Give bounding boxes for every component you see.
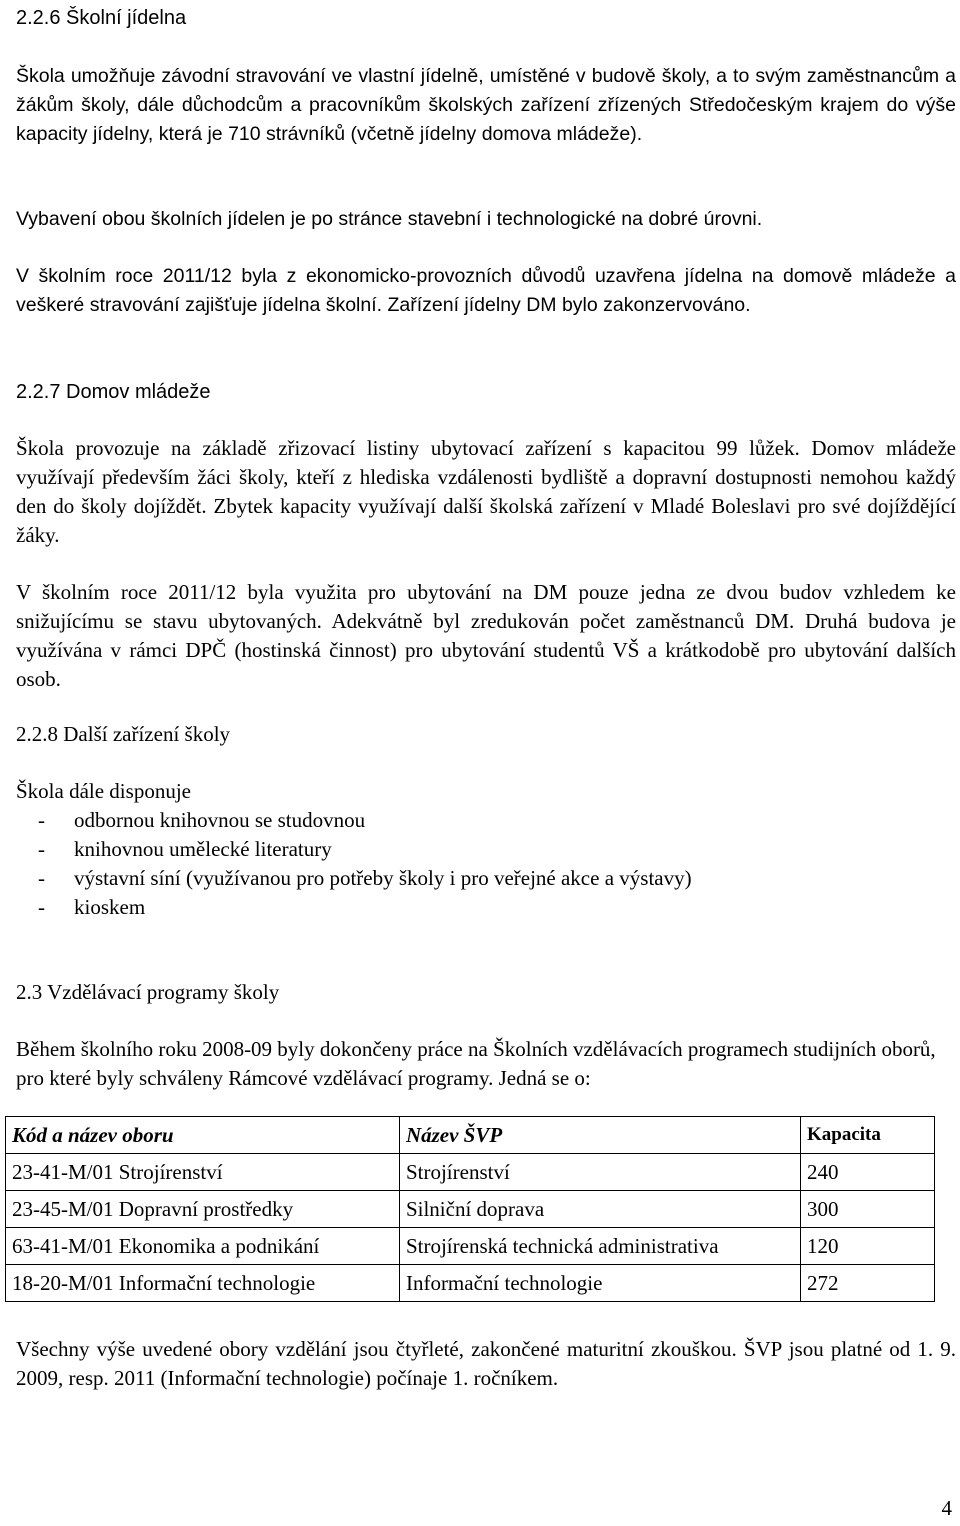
table-cell: 23-45-M/01 Dopravní prostředky [6,1191,400,1228]
table-cell: 272 [800,1265,934,1302]
paragraph-programs-summary: Všechny výše uvedené obory vzdělání jsou čtyřleté, zakončené maturitní zkouškou. ŠVP jsou platné od 1. 9. 2009, resp. 2011 (Informační technologie) počínaje 1. ročníkem. [16,1337,956,1390]
page-number: 4 [941,1496,952,1520]
table-row [6,1228,935,1265]
list-item-text: knihovnou umělecké literatury [74,837,332,861]
list-dash: - [38,895,45,919]
table-header-cell: Kód a název oboru [6,1117,400,1154]
table-cell: 63-41-M/01 Ekonomika a podnikání [6,1228,400,1265]
section-heading-2-2-7: 2.2.7 Domov mládeže [16,381,211,403]
table-cell: Informační technologie [399,1265,800,1302]
paragraph-programs-intro: Během školního roku 2008-09 byly dokončeny práce na Školních vzdělávacích programech studijních oborů, pro které byly schváleny Rámcové vzdělávací programy. Jedná se o: [16,1037,936,1090]
table-cell: 240 [800,1154,934,1191]
programs-table [5,1116,935,1302]
section-heading-2-3: 2.3 Vzdělávací programy školy [16,980,280,1004]
list-item [0,864,692,893]
table-cell: Silniční doprava [399,1191,800,1228]
list-dash: - [38,837,45,861]
section-heading-2-2-6: 2.2.6 Školní jídelna [16,7,187,29]
table-cell: Strojírenská technická administrativa [399,1228,800,1265]
paragraph-dormitory-intro: Škola provozuje na základě zřizovací listiny ubytovací zařízení s kapacitou 99 lůžek. Domov mládeže využívají především žáci školy, kteří z hlediska vzdálenosti bydliště a dopravní dostupnosti nemohou každý den do školy dojíždět. Zbytek kapacity využívají další školská zařízení v Mladé Boleslavi pro své dojíždějící žáky. [16,436,956,547]
list-dash: - [38,866,45,890]
paragraph-dormitory-usage: V školním roce 2011/12 byla využita pro ubytování na DM pouze jedna ze dvou budov vzhledem ke snižujícímu se stavu ubytovaných. Adekvátně byl zredukován počet zaměstnanců DM. Druhá budova je využívána v rámci DPČ (hostinská činnost) pro ubytování studentů VŠ a krátkodobě pro ubytování dalších osob. [16,580,956,691]
table-row [6,1265,935,1302]
facilities-list [0,806,692,922]
table-header-cell: Název ŠVP [399,1117,800,1154]
list-item [0,835,692,864]
list-item-text: výstavní síní (využívanou pro potřeby školy i pro veřejné akce a výstavy) [74,866,692,890]
table-cell: 300 [800,1191,934,1228]
list-item-text: odbornou knihovnou se studovnou [74,808,366,832]
paragraph-canteen-closure: V školním roce 2011/12 byla z ekonomicko-provozních důvodů uzavřena jídelna na domově mládeže a veškeré stravování zajišťuje jídelna školní. Zařízení jídelny DM bylo zakonzervováno. [16,265,956,316]
list-item [0,806,692,835]
list-item [0,893,692,922]
list-dash: - [38,808,45,832]
table-cell: 23-41-M/01 Strojírenství [6,1154,400,1191]
paragraph-facilities-intro: Škola dále disponuje [16,779,191,803]
table-header-row [6,1117,935,1154]
table-cell: Strojírenství [399,1154,800,1191]
table-header-cell: Kapacita [800,1117,934,1154]
table-cell: 120 [800,1228,934,1265]
list-item-text: kioskem [74,895,146,919]
table-row [6,1191,935,1228]
paragraph-canteen-intro: Škola umožňuje závodní stravování ve vlastní jídelně, umístěné v budově školy, a to svým zaměstnancům a žákům školy, dále důchodcům a pracovníkům školských zařízení zřízených Středočeským krajem do výše kapacity jídelny, která je 710 strávníků (včetně jídelny domova mládeže). [16,65,956,145]
table-row [6,1154,935,1191]
table-cell: 18-20-M/01 Informační technologie [6,1265,400,1302]
section-heading-2-2-8: 2.2.8 Další zařízení školy [16,722,231,746]
paragraph-canteen-equipment: Vybavení obou školních jídelen je po stránce stavební i technologické na dobré úrovni. [16,208,763,230]
